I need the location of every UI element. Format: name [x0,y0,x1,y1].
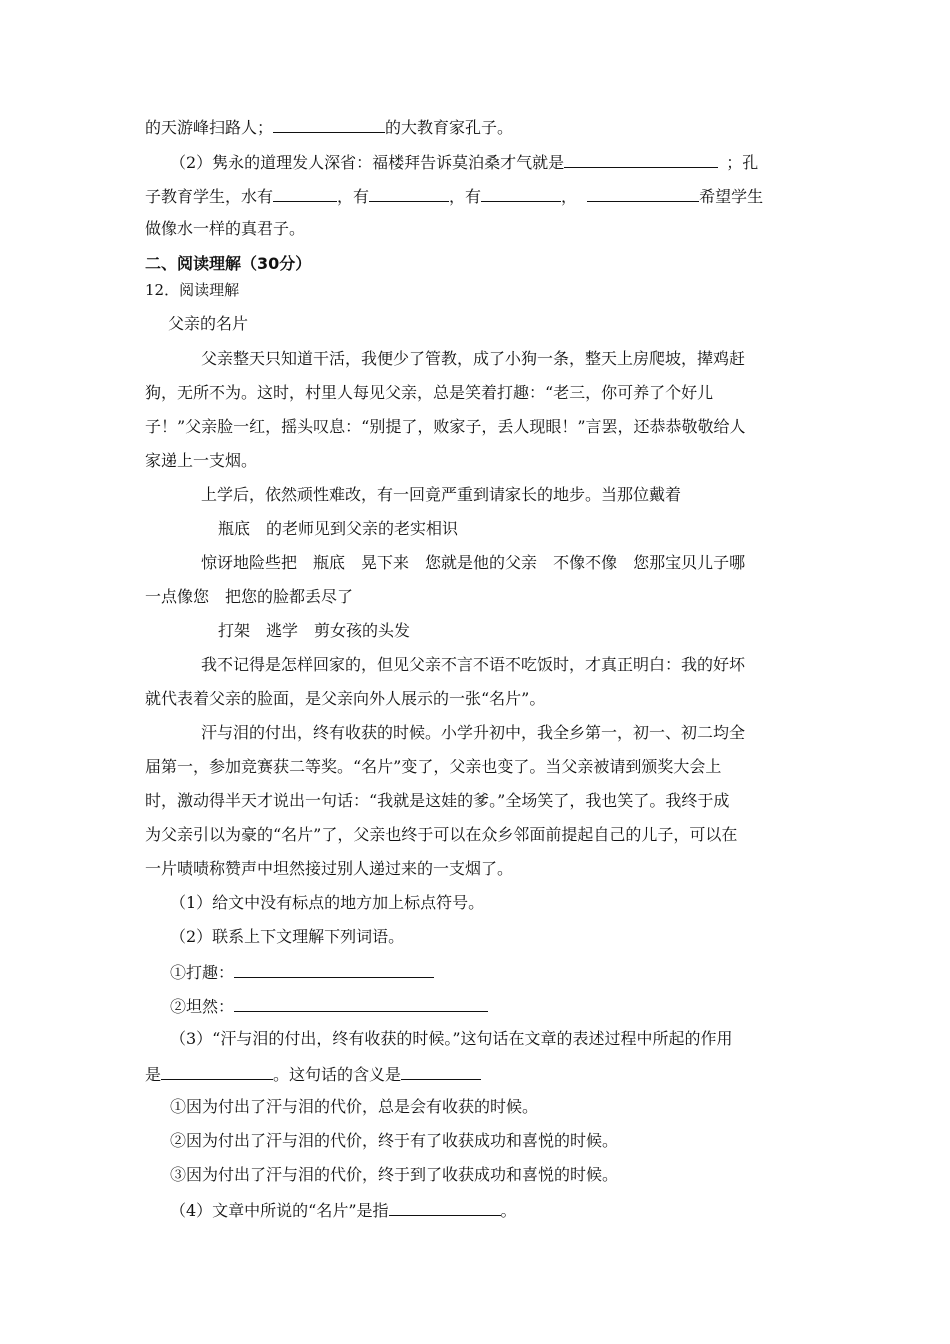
answer-blank[interactable] [481,185,561,202]
sub-question-3-line-2: 是 。这句话的含义是 [145,1063,481,1085]
answer-blank[interactable] [369,185,449,202]
paragraph-line: 子！”父亲脸一红，摇头叹息：“别提了，败家子，丢人现眼！”言罢，还恭恭敬敬给人 [145,417,746,436]
paragraph-line: 上学后，依然顽性难改，有一回竟严重到请家长的地步。当那位戴着 [201,485,682,504]
answer-line-1: 的天游峰扫路人； 的大教育家孔子。 [145,118,514,137]
paragraph-line: 狗，无所不为。这时，村里人每见父亲，总是笑着打趣：“老三，你可养了个好儿 [145,383,714,402]
paragraph-line: 一点像您 把您的脸都丢尽了 [145,587,354,606]
answer-blank[interactable] [389,1199,501,1216]
answer-blank[interactable] [273,185,337,202]
question-2-line-3: 做像水一样的真君子。 [145,219,306,238]
paragraph-line: 一片啧啧称赞声中坦然接过别人递过来的一支烟了。 [145,859,514,878]
sub-question-2-item-1: ①打趣： [170,961,434,983]
answer-blank[interactable] [161,1063,273,1080]
sub-question-1: （1）给文中没有标点的地方加上标点符号。 [170,893,485,912]
question-2-line-1: （2）隽永的道理发人深省：福楼拜告诉莫泊桑才气就是 ；孔 [170,153,759,172]
sub-question-2: （2）联系上下文理解下列词语。 [170,927,405,946]
paragraph-line: 家递上一支烟。 [145,451,258,470]
answer-blank[interactable] [234,961,434,978]
paragraph-line: 为父亲引以为豪的“名片”了，父亲也终于可以在众乡邻面前提起自己的儿子，可以在 [145,825,738,844]
sub-question-4: （4）文章中所说的“名片”是指 。 [170,1201,517,1220]
paragraph-line: 届第一，参加竞赛获二等奖。“名片”变了，父亲也变了。当父亲被请到颁奖大会上 [145,757,722,776]
paragraph-line: 瓶底 的老师见到父亲的老实相识 [218,519,459,538]
question-2-line-2: 子教育学生，水有 ，有 ，有 ， 希望学生 [145,187,764,206]
paragraph-line: 打架 逃学 剪女孩的头发 [218,621,411,640]
answer-blank[interactable] [587,185,699,202]
paragraph-line: 父亲整天只知道干活，我便少了管教，成了小狗一条，整天上房爬坡，撵鸡赶 [201,349,746,368]
paragraph-line: 就代表着父亲的脸面，是父亲向外人展示的一张“名片”。 [145,689,546,708]
answer-blank[interactable] [401,1063,481,1080]
paragraph-line: 我不记得是怎样回家的，但见父亲不言不语不吃饭时，才真正明白：我的好坏 [201,655,746,674]
section-heading: 二、阅读理解（30分） [145,254,312,273]
option-1: ①因为付出了汗与泪的代价，总是会有收获的时候。 [170,1097,539,1116]
option-3: ③因为付出了汗与泪的代价，终于到了收获成功和喜悦的时候。 [170,1165,619,1184]
article-title: 父亲的名片 [168,314,249,333]
question-number: 12．阅读理解 [145,281,240,299]
paragraph-line: 惊讶地险些把 瓶底 晃下来 您就是他的父亲 不像不像 您那宝贝儿子哪 [201,553,746,572]
answer-blank[interactable] [564,151,718,168]
option-2: ②因为付出了汗与泪的代价，终于有了收获成功和喜悦的时候。 [170,1131,619,1150]
paragraph-line: 汗与泪的付出，终有收获的时候。小学升初中，我全乡第一，初一、初二均全 [201,723,746,742]
sub-question-2-item-2: ②坦然： [170,995,488,1017]
answer-blank[interactable] [234,995,488,1012]
sub-question-3-line-1: （3）“汗与泪的付出，终有收获的时候。”这句话在文章的表述过程中所起的作用 [170,1029,733,1048]
answer-blank[interactable] [273,116,385,133]
paragraph-line: 时，激动得半天才说出一句话：“我就是这娃的爹。”全场笑了，我也笑了。我终于成 [145,791,730,810]
